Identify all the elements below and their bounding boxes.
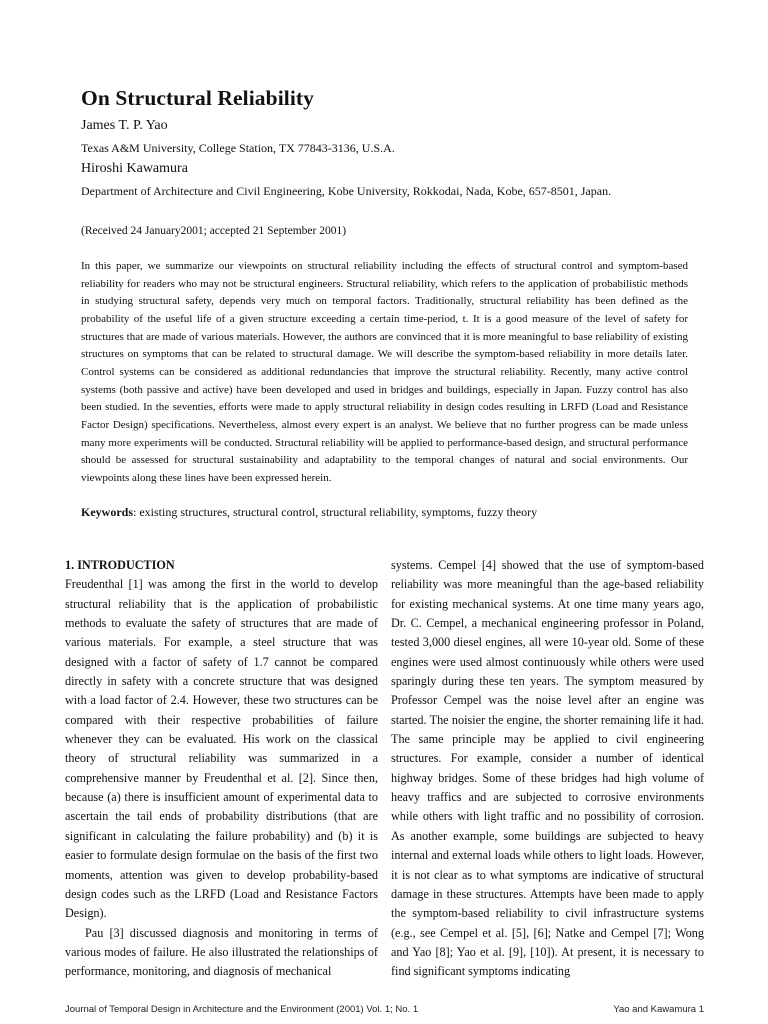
author-affiliation: Texas A&M University, College Station, TX 77843-3136, U.S.A. xyxy=(81,141,395,155)
received-dates: (Received 24 January2001; accepted 21 September 2001) xyxy=(81,225,347,237)
paragraph: Freudenthal [1] was among the first in the world to develop structural reliability that is the application of probabilistic methods to evaluate the safety of structures that are made of various materials. For example, a steel structure that was designed with a factor of safety of 1.7 cannot be compared directly in safety with a concrete structure that was designed with a load factor of 2.4. However, these two structures can be compared with their respective probabilities of failure whenever they can be evaluated. His work on the classical theory of structural reliability was summarized in a comprehensive manner by Freudenthal et al. [2]. Since then, because (a) there is insufficient amount of experimental data to ascertain the tail ends of probability distributions (that are significant in calculating the failure probability) and (b) it is easier to formulate design formulae on the basis of the first two moments, attention was given to develop probability-based design codes such as the LRFD (Load and Resistance Factors Design). xyxy=(65,577,378,921)
column-left xyxy=(65,556,378,982)
footer-page: Yao and Kawamura 1 xyxy=(613,1004,704,1015)
keywords xyxy=(81,505,537,520)
keywords-text: : existing structures, structural control, structural reliability, symptoms, fuzzy theory xyxy=(133,505,538,519)
author-affiliation: Department of Architecture and Civil Engineering, Kobe University, Rokkodai, Nada, Kobe, 657-8501, Japan. xyxy=(81,184,612,198)
column-right xyxy=(391,556,704,982)
paragraph: systems. Cempel [4] showed that the use of symptom-based reliability was more meaningful than the age-based reliability for existing mechanical systems. At one time many years ago, Dr. C. Cempel, a mechanical engineering professor in Poland, tested 3,000 diesel engines, all were 10-year old. Some of these engines were used almost continuously while others were used sparingly during these ten years. The symptom measured by Professor Cempel was the noise level after an engine was started. The noisier the engine, the shorter remaining life it had. The same principle may be applied to civil engineering structures. For example, consider a number of identical highway bridges. Some of these bridges had high volume of heavy traffics and are subjected to corrosive environments while others with light traffic and no possibility of corrosion. As another example, some buildings are subjected to heavy internal and external loads while others to light loads. However, it is not clear as to what symptoms are indicative of structural damage in these structures. Attempts have been made to apply the symptom-based reliability to civil infrastructure systems (e.g., see Cempel et al. [5], [6]; Natke and Cempel [7]; Wong and Yao [8]; Yao et al. [9], [10]). At present, it is necessary to find significant symptoms indicating xyxy=(391,558,704,979)
section-heading: 1. INTRODUCTION xyxy=(65,558,175,572)
abstract: In this paper, we summarize our viewpoints on structural reliability including the effects of structural control and symptom-based reliability for readers who may not be structural engineers. Structural reliability, which refers to the application of probabilistic methods in studying structural safety, depends very much on temporal factors. Traditionally, structural reliability has been defined as the probability of the useful life of a given structure exceeding a certain time-period, t. It is a good measure of the level of safety for structures that are made of various materials. However, the authors are convinced that it is more meaningful to base reliability of existing structures on symptoms that can be related to structural damage. We will describe the symptom-based reliability in more details later. Control systems can be considered as additional redundancies that improve the structural reliability. Recently, many active control systems (both passive and active) have been developed and used in bridges and buildings, especially in Japan. Fuzzy control has also been studied. In the seventies, efforts were made to apply structural reliability in design codes resulting in LRFD (Load and Resistance Factor Design) specifications. Nevertheless, almost every expert is an analyst. We believe that no further progress can be made unless many more experiments will be conducted. Structural reliability will be applied to performance-based design, and structural performance should be assessed for structural sustainability and adaptability to the temporal changes of natural and social environments. Our viewpoints along these lines have been expressed herein. xyxy=(81,260,688,484)
paper-title: On Structural Reliability xyxy=(81,86,315,110)
keywords-label: Keywords xyxy=(81,505,133,519)
author-name: Hiroshi Kawamura xyxy=(81,161,188,176)
author-name: James T. P. Yao xyxy=(81,118,168,133)
paragraph: Pau [3] discussed diagnosis and monitoring in terms of various modes of failure. He also illustrated the relationships of performance, monitoring, and diagnosis of mechanical xyxy=(65,925,378,979)
footer-journal: Journal of Temporal Design in Architecture and the Environment (2001) Vol. 1; No. 1 xyxy=(65,1004,419,1015)
